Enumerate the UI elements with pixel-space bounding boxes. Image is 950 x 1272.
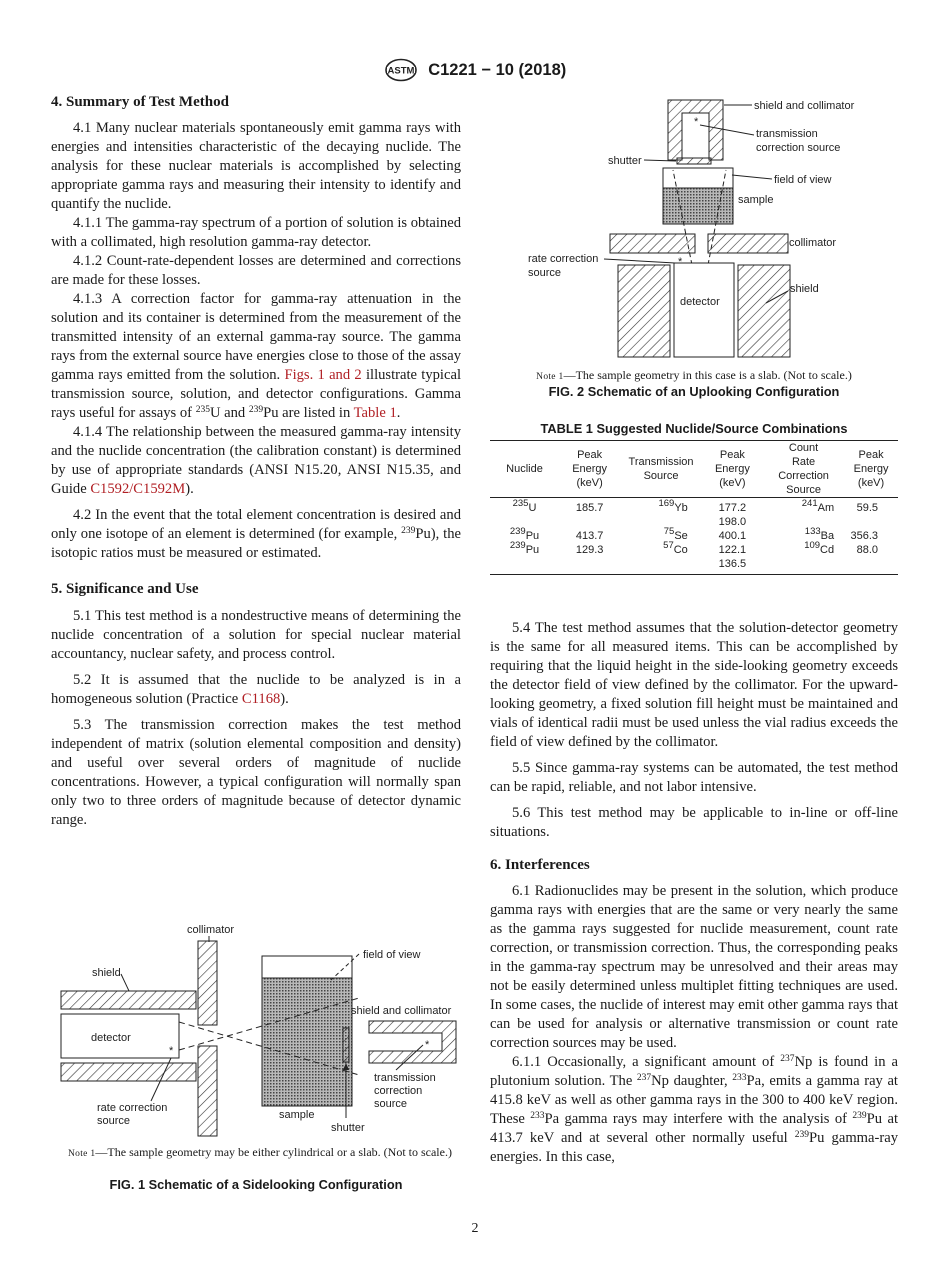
document-header: [0, 58, 950, 82]
svg-text:source: source: [97, 1115, 131, 1127]
fig2-shield-right: [738, 265, 790, 357]
fig1-label-sample: sample: [279, 1109, 315, 1121]
fig2-collimator-left: [610, 234, 695, 253]
fig2-collimator-right: [708, 234, 788, 253]
section-5-heading: 5. Significance and Use: [51, 581, 199, 597]
svg-text:shield: shield: [790, 283, 819, 295]
fig1-shield-collimator: [369, 1021, 456, 1063]
table-1-link[interactable]: Table 1: [353, 405, 397, 421]
fig1-label-fov: field of view: [363, 949, 421, 961]
svg-text:shield and collimator: shield and collimator: [754, 100, 855, 112]
fig2-diagram: [528, 95, 878, 363]
fig1-shield-top: [61, 991, 196, 1009]
para-5-2: 5.2 It is assumed that the nuclide to be analyzed is in a homogeneous solution (Practice C1168).: [51, 672, 461, 707]
fig1-collimator-top: [198, 941, 217, 1025]
fig1-shield-bottom: [61, 1063, 196, 1081]
para-6-1-1: 6.1.1 Occasionally, a significant amount of $^{237}$Np is found in a plutonium solution. The $^{237}$Np daughter, $^{233}$Pa, emits a gamma ray at 415.8 keV as well as other gamma rays in the 300 to 400 keV region. These $^{233}$Pa gamma rays may interfere with the analysis of $^{239}$Pu at 413.7 keV and at several other normally useful $^{239}$Pu gamma-ray energies. In this case,: [490, 1054, 898, 1165]
svg-text:collimator: collimator: [789, 237, 837, 249]
astm-logo-text: ASTM: [387, 65, 415, 77]
svg-text:rate correction: rate correction: [528, 253, 599, 265]
fig2-sample: [663, 188, 733, 224]
para-4-2: 4.2 In the event that the total element concentration is desired and only one isotope of an element is determined (for example, $^{239}$Pu), the isotopic ratios must be measured or estimated.: [51, 507, 461, 561]
page-number: 2: [471, 1221, 479, 1236]
svg-text:shutter: shutter: [608, 155, 642, 167]
para-4-1: 4.1 Many nuclear materials spontaneously emit gamma rays with energies and intensities characteristic of the decaying nuclide. The analysis for these nuclear materials is accomplished by selecting appropriate gamma rays and measuring their intensity to identify and quantify the nuclide.: [51, 120, 461, 212]
fig1-sample-fill: [262, 978, 352, 1106]
fig1-shutter: [343, 1028, 349, 1062]
svg-text:source: source: [528, 267, 562, 279]
fig2-caption: FIG. 2 Schematic of an Uplooking Configuration: [548, 384, 840, 399]
table-row: $^{235}$U 185.7 $^{169}$Yb 177.2 198.0 $^{241}$Am 59.5: [512, 498, 878, 528]
guide-link[interactable]: C1592/C1592M: [90, 481, 186, 497]
figs-link[interactable]: Figs. 1 and 2: [284, 367, 362, 383]
right-column: [490, 619, 898, 1167]
fig1-caption: FIG. 1 Schematic of a Sidelooking Configuration: [109, 1177, 403, 1192]
fig1-note: Note 1—The sample geometry may be either cylindrical or a slab. (Not to scale.): [68, 1145, 452, 1159]
fig2-note: Note 1—The sample geometry in this case is a slab. (Not to scale.): [536, 368, 852, 382]
fig1-label-shield: shield: [92, 967, 121, 979]
svg-text:*: *: [678, 256, 683, 268]
svg-text:detector: detector: [680, 296, 720, 308]
svg-text:transmission: transmission: [756, 128, 818, 140]
fig1-sample-empty: [262, 956, 352, 978]
fig1-label-shutter: shutter: [331, 1122, 365, 1134]
svg-text:source: source: [374, 1098, 408, 1110]
para-4-1-1: 4.1.1 The gamma-ray spectrum of a portion of solution is obtained with a collimated, high resolution gamma-ray detector.: [51, 215, 462, 250]
fig1-collimator-bottom: [198, 1046, 217, 1136]
svg-text:rate correction: rate correction: [97, 1102, 168, 1114]
section-4-heading: 4. Summary of Test Method: [51, 94, 229, 110]
svg-text:*: *: [169, 1045, 174, 1057]
fig2-detector: [674, 263, 734, 357]
practice-link[interactable]: C1168: [241, 691, 281, 707]
para-5-5: 5.5 Since gamma-ray systems can be automated, the test method can be rapid, reliable, and not labor intensive.: [490, 760, 898, 795]
para-5-1: 5.1 This test method is a nondestructive means of determining the nuclide concentration of a solution for special nuclear material accountancy, nuclear safety, and process control.: [51, 608, 461, 662]
fig1-label-shield-collimator: shield and collimator: [351, 1005, 452, 1017]
table1: Nuclide Peak Energy (keV) Transmission Source Peak Energy (keV) Count Rate Correction Source Peak Energy (keV) $^{235}$U 185.7 $^{169}$Yb 177.2 198.0 $^{241}$Am 59.5 $^{239}$Pu 413.7 $^{75}$Se 400.1 $^{133}$Ba 356.3 $^{239}$Pu 129.3 $^{57}$Co 122.1 136.5 $^{109}$Cd 88.0: [490, 440, 898, 575]
fig1-label-detector: detector: [91, 1032, 131, 1044]
table-row: $^{239}$Pu 129.3 $^{57}$Co 122.1 136.5 $^{109}$Cd 88.0: [490, 543, 898, 575]
para-4-1-3: 4.1.3 A correction factor for gamma-ray attenuation in the solution and its container is determined from the measurement of the transmitted intensity of an external gamma-ray source. The gamma rays from the external source have energies close to those of the assay gamma rays emitted from the solution. Figs. 1 and 2 illustrate typical transmission source, solution, and detector configurations. Gamma rays useful for assays of $^{235}$U and $^{239}$Pu are listed in Table 1.: [51, 291, 461, 421]
left-column: [51, 93, 461, 830]
para-4-1-2: 4.1.2 Count-rate-dependent losses are determined and corrections are made for these losses.: [51, 253, 461, 288]
fig2-shield-collimator: [668, 100, 723, 160]
doc-code: C1221 − 10 (2018): [428, 60, 567, 79]
svg-text:*: *: [694, 116, 699, 128]
svg-text:correction: correction: [374, 1085, 423, 1097]
para-6-1: 6.1 Radionuclides may be present in the solution, which produce gamma rays with energies that are the same or very nearly the same as the gamma rays suggested for nuclide measurement, count rate correction, or transmission correction. Thus, the corresponding peaks in the gamma-ray spectrum may be unresolved and their areas may not be easily determined unless multiplet fitting techniques are used. In some cases, the nuclide of interest may emit other gamma rays that can be used for analysis or alternative transmission or count rate correction sources may be used.: [490, 883, 898, 1051]
fig2-shield-left: [618, 265, 670, 357]
fig1-label-collimator: collimator: [187, 924, 235, 936]
svg-text:field of view: field of view: [774, 174, 832, 186]
para-4-1-4: 4.1.4 The relationship between the measured gamma-ray intensity and the nuclide concentration (the calibration constant) is determined by use of appropriate standards (ANSI N15.20, ANSI N15.35, and Guide C1592/C1592M).: [51, 424, 461, 497]
svg-text:transmission: transmission: [374, 1072, 436, 1084]
fig2-shutter: [677, 158, 711, 164]
svg-text:*: *: [425, 1039, 430, 1051]
para-5-3: 5.3 The transmission correction makes the test method independent of matrix (solution elemental composition and density) and useful over several orders of magnitude of nuclide concentrations. However, a typical configuration will normally span only two to three orders of magnitude because of detector dynamic range.: [51, 717, 461, 828]
table1-title: TABLE 1 Suggested Nuclide/Source Combinations: [540, 421, 848, 436]
table1-header-nuclide: Nuclide: [506, 463, 543, 475]
svg-text:sample: sample: [738, 194, 774, 206]
table-row: $^{239}$Pu 413.7 $^{75}$Se 400.1 $^{133}$Ba 356.3: [509, 526, 878, 542]
para-5-6: 5.6 This test method may be applicable to in-line or off-line situations.: [490, 805, 898, 840]
astm-logo-icon: [384, 58, 418, 82]
para-5-4: 5.4 The test method assumes that the solution-detector geometry is the same for all measured items. This can be accomplished by requiring that the liquid height in the side-looking geometry exceeds the detector field of view defined by the collimator. For the upward-looking geometry, a fixed solution fill height must be maintained and vials of identical radii must be used unless the vial radius exceeds the field of view defined by the collimator.: [490, 620, 898, 750]
section-6-heading: 6. Interferences: [490, 857, 590, 873]
svg-text:correction source: correction source: [756, 142, 841, 154]
fig1-diagram: [51, 918, 463, 1140]
